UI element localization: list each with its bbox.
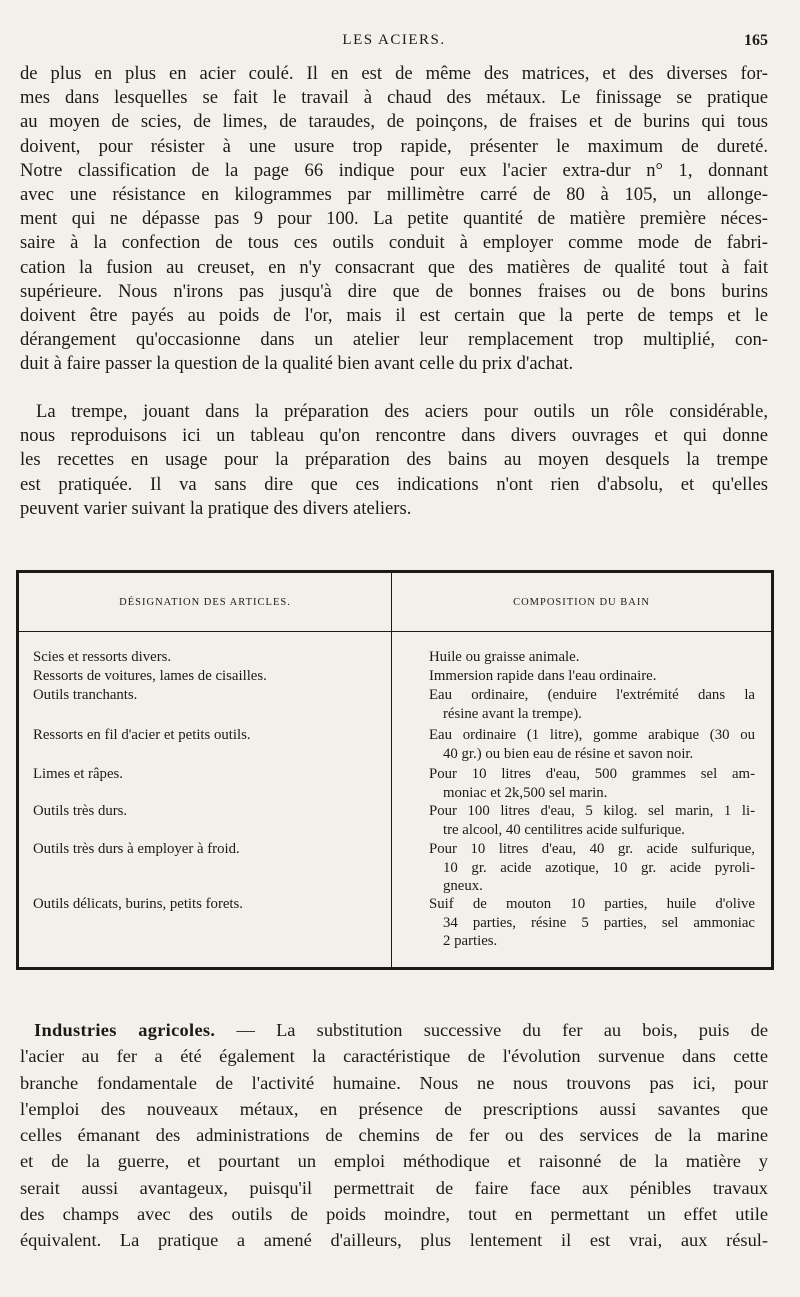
composition-line: tre alcool, 40 centilitres acide sulfurique. (443, 821, 686, 838)
text-line: l'acier au fer a été également la caractéristique de l'évolution survenue dans cette (20, 1046, 768, 1067)
text-line: dérangement qu'occasionne dans un atelier leur remplacement trop multiplié, con- (20, 329, 768, 351)
composition-line: Pour 100 litres d'eau, 5 kilog. sel marin, 1 li- (429, 803, 755, 819)
page-number: 165 (744, 32, 768, 49)
table-cell-composition (429, 840, 755, 896)
table-cell-article: Ressorts en fil d'acier et petits outils. (33, 727, 251, 743)
text-line: branche fondamentale de l'activité humaine. Nous ne nous trouvons pas ici, pour (20, 1072, 768, 1093)
paragraph-trempe (20, 400, 768, 521)
text-line: Notre classification de la page 66 indique pour eux l'acier extra-dur n° 1, donnant (20, 159, 768, 181)
table-cell-composition (429, 648, 755, 667)
composition-line: Eau ordinaire (1 litre), gomme arabique (30 ou (429, 727, 755, 743)
text-line: celles émanant des administrations de chemins de fer ou des services de la marine (20, 1125, 768, 1146)
column-divider (391, 573, 392, 967)
text-run: — La substitution successive du fer au bois, puis de (215, 1020, 768, 1040)
table-cell-article: Limes et râpes. (33, 766, 123, 782)
paragraph-industries-agricoles (20, 1017, 768, 1254)
text-line: les recettes en usage pour la préparation des bains au moyen desquels la trempe (20, 449, 768, 471)
composition-line: 2 parties. (443, 933, 498, 950)
text-line: cation la fusion au creuset, en n'y consacrant que des matières de qualité tout à fait (20, 256, 768, 278)
text-line: La trempe, jouant dans la préparation des aciers pour outils un rôle considérable, (36, 401, 768, 422)
table-cell-composition (429, 667, 755, 686)
table-cell-composition (429, 802, 755, 839)
composition-line: gneux. (443, 878, 483, 895)
composition-line: Pour 10 litres d'eau, 500 grammes sel am- (429, 766, 755, 782)
composition-line: résine avant la trempe). (443, 705, 582, 722)
composition-line: 40 gr.) ou bien eau de résine et savon noir. (443, 745, 694, 762)
table-cell-composition (429, 895, 755, 951)
table-cell-article: Scies et ressorts divers. (33, 649, 172, 665)
column-header-composition: COMPOSITION DU BAIN (513, 597, 650, 608)
text-line: saire à la confection de tous ces outils conduit à employer comme mode de fabri- (20, 232, 768, 254)
page-header (20, 32, 768, 56)
running-title: LES ACIERS. (342, 32, 446, 48)
text-line: l'emploi des nouveaux métaux, en présence de prescriptions aussi savantes que (20, 1098, 768, 1119)
table-cell-article: Outils délicats, burins, petits forets. (33, 896, 244, 912)
text-line: avec une résistance en kilogrammes par millimètre carré de 80 à 105, un allonge- (20, 184, 768, 206)
text-line: mes dans lesquelles se fait le travail à chaud des métaux. Le finissage se pratique (20, 87, 768, 109)
table-cell-article: Outils tranchants. (33, 687, 138, 703)
text-line: de plus en plus en acier coulé. Il en est de même des matrices, et des diverses for- (20, 63, 768, 84)
table-cell-article: Outils très durs. (33, 803, 128, 819)
text-line: nous reproduisons ici un tableau qu'on rencontre dans divers ouvrages et qui donne (20, 425, 768, 447)
table-cell-article: Outils très durs à employer à froid. (33, 841, 240, 857)
text-line: au moyen de scies, de limes, de taraudes, de poinçons, de fraises et de burins qui tous (20, 111, 768, 133)
composition-line: 10 gr. acide azotique, 10 gr. acide pyroli- (443, 859, 755, 876)
text-line: équivalent. La pratique a amené d'ailleurs, plus lentement il est vrai, aux résul- (20, 1230, 768, 1251)
quench-bath-table (16, 570, 774, 970)
section-run-in-heading: Industries agricoles. (34, 1020, 216, 1040)
text-line (20, 1017, 768, 1043)
text-line: serait aussi avantageux, puisqu'il permettrait de faire face aux pénibles travaux (20, 1177, 768, 1198)
text-line: est pratiquée. Il va sans dire que ces indications n'ont rien d'absolu, et qu'elles (20, 473, 768, 495)
text-line: et de la guerre, et pourtant un emploi méthodique et raisonné de la matière y (20, 1151, 768, 1172)
header-rule (19, 631, 771, 632)
text-line: peuvent varier suivant la pratique des divers ateliers. (20, 497, 412, 519)
text-line: des champs avec des outils de poids moindre, tout en permettant un effet utile (20, 1204, 768, 1225)
table-cell-composition (429, 726, 755, 763)
composition-line: Huile ou graisse animale. (429, 649, 580, 665)
text-line: doivent, pour résister à une usure trop rapide, présenter le maximum de dureté. (20, 135, 768, 157)
composition-line: Eau ordinaire, (enduire l'extrémité dans la (429, 687, 755, 703)
column-header-articles: DÉSIGNATION DES ARTICLES. (119, 597, 291, 608)
composition-line: Immersion rapide dans l'eau ordinaire. (429, 668, 657, 684)
composition-line: moniac et 2k,500 sel marin. (443, 784, 608, 801)
table-cell-composition (429, 686, 755, 723)
table-cell-composition (429, 765, 755, 802)
text-line: duit à faire passer la question de la qualité bien avant celle du prix d'achat. (20, 353, 574, 375)
text-line: ment qui ne dépasse pas 9 pour 100. La petite quantité de matière première néces- (20, 208, 768, 230)
composition-line: Pour 10 litres d'eau, 40 gr. acide sulfurique, (429, 841, 755, 857)
composition-line: Suif de mouton 10 parties, huile d'olive (429, 896, 755, 912)
composition-line: 34 parties, résine 5 parties, sel ammoniac (443, 914, 755, 931)
text-line: supérieure. Nous n'irons pas jusqu'à dire que de bonnes fraises ou de bons burins (20, 280, 768, 302)
table-cell-article: Ressorts de voitures, lames de cisailles. (33, 668, 267, 684)
paragraph-tools-finishing (20, 62, 768, 377)
text-line: doivent être payés au poids de l'or, mais il est certain que la perte de temps et le (20, 305, 768, 327)
